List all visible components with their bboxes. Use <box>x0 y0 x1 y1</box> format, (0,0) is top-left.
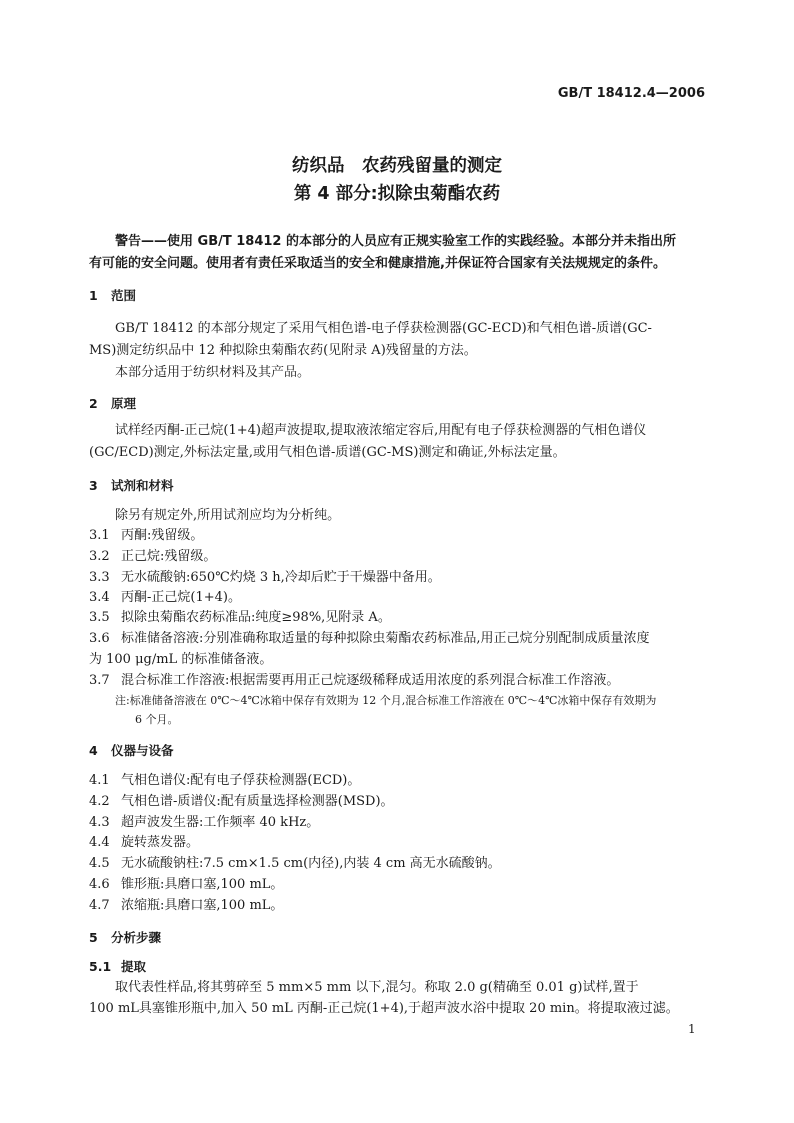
paragraph-line: 100 mL具塞锥形瓶中,加入 50 mL 丙酮-正己烷(1+4),于超声波水浴中提取 20 min。将提取液过滤。 <box>89 1001 679 1016</box>
section-heading-3 <box>89 475 705 497</box>
paragraph-line: 本部分适用于纺织材料及其产品。 <box>115 365 311 380</box>
item-number: 3.6 <box>89 631 110 646</box>
item-number: 4.6 <box>89 877 110 892</box>
subsection-title: 提取 <box>121 959 147 974</box>
section-number: 1 <box>89 288 98 303</box>
item-number: 3.1 <box>89 528 110 543</box>
section-title: 范围 <box>111 288 137 303</box>
item-text: 气相色谱仪:配有电子俘获检测器(ECD)。 <box>121 773 361 788</box>
section-number: 5 <box>89 930 98 945</box>
item-text: 拟除虫菊酯农药标准品:纯度≥98%,见附录 A。 <box>121 610 391 625</box>
paragraph-line: 取代表性样品,将其剪碎至 5 mm×5 mm 以下,混匀。称取 2.0 g(精确至 0.01 g)试样,置于 <box>115 980 639 995</box>
item-number: 3.4 <box>89 590 110 605</box>
paragraph-line: (GC/ECD)测定,外标法定量,或用气相色谱-质谱(GC-MS)测定和确证,外标法定量。 <box>89 445 566 460</box>
item-text: 气相色谱-质谱仪:配有质量选择检测器(MSD)。 <box>121 794 394 809</box>
section-title: 分析步骤 <box>111 930 162 945</box>
list-item <box>89 791 705 813</box>
item-text: 无水硫酸钠柱:7.5 cm×1.5 cm(内径),内装 4 cm 高无水硫酸钠。 <box>121 856 501 871</box>
item-text: 锥形瓶:具磨口塞,100 mL。 <box>121 877 284 892</box>
section-title: 试剂和材料 <box>111 478 174 493</box>
section-heading-2 <box>89 393 705 415</box>
item-text: 旋转蒸发器。 <box>121 835 200 850</box>
warning-line-2: 有可能的安全问题。使用者有责任采取适当的安全和健康措施,并保证符合国家有关法规规定的条件。 <box>89 256 666 271</box>
list-item-continuation: 为 100 μg/mL 的标准储备液。 <box>89 652 273 667</box>
note-line-2: 6 个月。 <box>135 713 179 726</box>
item-number: 3.3 <box>89 570 110 585</box>
list-item <box>89 525 705 547</box>
item-text: 丙酮-正己烷(1+4)。 <box>121 590 241 605</box>
item-text: 浓缩瓶:具磨口塞,100 mL。 <box>121 898 284 913</box>
document-subtitle: 第 4 部分:拟除虫菊酯农药 <box>293 184 501 204</box>
item-number: 4.5 <box>89 856 110 871</box>
warning-line-1: 警告——使用 GB/T 18412 的本部分的人员应有正规实验室工作的实践经验。本部分并未指出所 <box>115 234 676 249</box>
item-number: 3.2 <box>89 549 110 564</box>
item-number: 3.5 <box>89 610 110 625</box>
paragraph-line: MS)测定纺织品中 12 种拟除虫菊酯农药(见附录 A)残留量的方法。 <box>89 343 477 358</box>
list-item <box>89 607 705 629</box>
subsection-number: 5.1 <box>89 959 112 974</box>
page-number: 1 <box>688 1022 696 1036</box>
item-text: 超声波发生器:工作频率 40 kHz。 <box>121 815 320 830</box>
item-text: 混合标准工作溶液:根据需要再用正己烷逐级稀释成适用浓度的系列混合标准工作溶液。 <box>121 673 620 688</box>
item-number: 4.7 <box>89 898 110 913</box>
section-title: 原理 <box>111 396 137 411</box>
item-number: 4.1 <box>89 773 110 788</box>
section-heading-5 <box>89 927 705 949</box>
note-line-1: 注:标准储备溶液在 0℃～4℃冰箱中保存有效期为 12 个月,混合标准工作溶液在 0℃～4℃冰箱中保存有效期为 <box>115 694 657 707</box>
item-number: 4.2 <box>89 794 110 809</box>
section-title: 仪器与设备 <box>111 743 174 758</box>
list-item <box>89 832 705 854</box>
section-number: 4 <box>89 743 98 758</box>
paragraph-line: GB/T 18412 的本部分规定了采用气相色谱-电子俘获检测器(GC-ECD)和气相色谱-质谱(GC- <box>115 321 652 336</box>
list-item <box>89 895 705 917</box>
document-title: 纺织品 农药残留量的测定 <box>292 156 502 176</box>
item-text: 无水硫酸钠:650℃灼烧 3 h,冷却后贮于干燥器中备用。 <box>121 570 441 585</box>
item-text: 标准储备溶液:分别准确称取适量的每种拟除虫菊酯农药标准品,用正己烷分别配制成质量浓度 <box>121 631 650 646</box>
item-number: 3.7 <box>89 673 110 688</box>
item-number: 4.4 <box>89 835 110 850</box>
list-item <box>89 770 705 792</box>
list-item <box>89 812 705 834</box>
item-text: 正己烷:残留级。 <box>121 549 217 564</box>
list-item <box>89 628 705 650</box>
list-item <box>89 853 705 875</box>
list-item <box>89 567 705 589</box>
list-item <box>89 546 705 568</box>
list-item <box>89 587 705 609</box>
paragraph-line: 试样经丙酮-正己烷(1+4)超声波提取,提取液浓缩定容后,用配有电子俘获检测器的气相色谱仪 <box>115 423 647 438</box>
list-item <box>89 874 705 896</box>
section-number: 3 <box>89 478 98 493</box>
section-heading-1 <box>89 285 705 307</box>
subsection-heading-5-1 <box>89 956 705 978</box>
section-number: 2 <box>89 396 98 411</box>
item-number: 4.3 <box>89 815 110 830</box>
paragraph-line: 除另有规定外,所用试剂应均为分析纯。 <box>115 508 341 523</box>
standard-code: GB/T 18412.4—2006 <box>557 86 705 101</box>
item-text: 丙酮:残留级。 <box>121 528 204 543</box>
list-item <box>89 670 705 692</box>
section-heading-4 <box>89 740 705 762</box>
